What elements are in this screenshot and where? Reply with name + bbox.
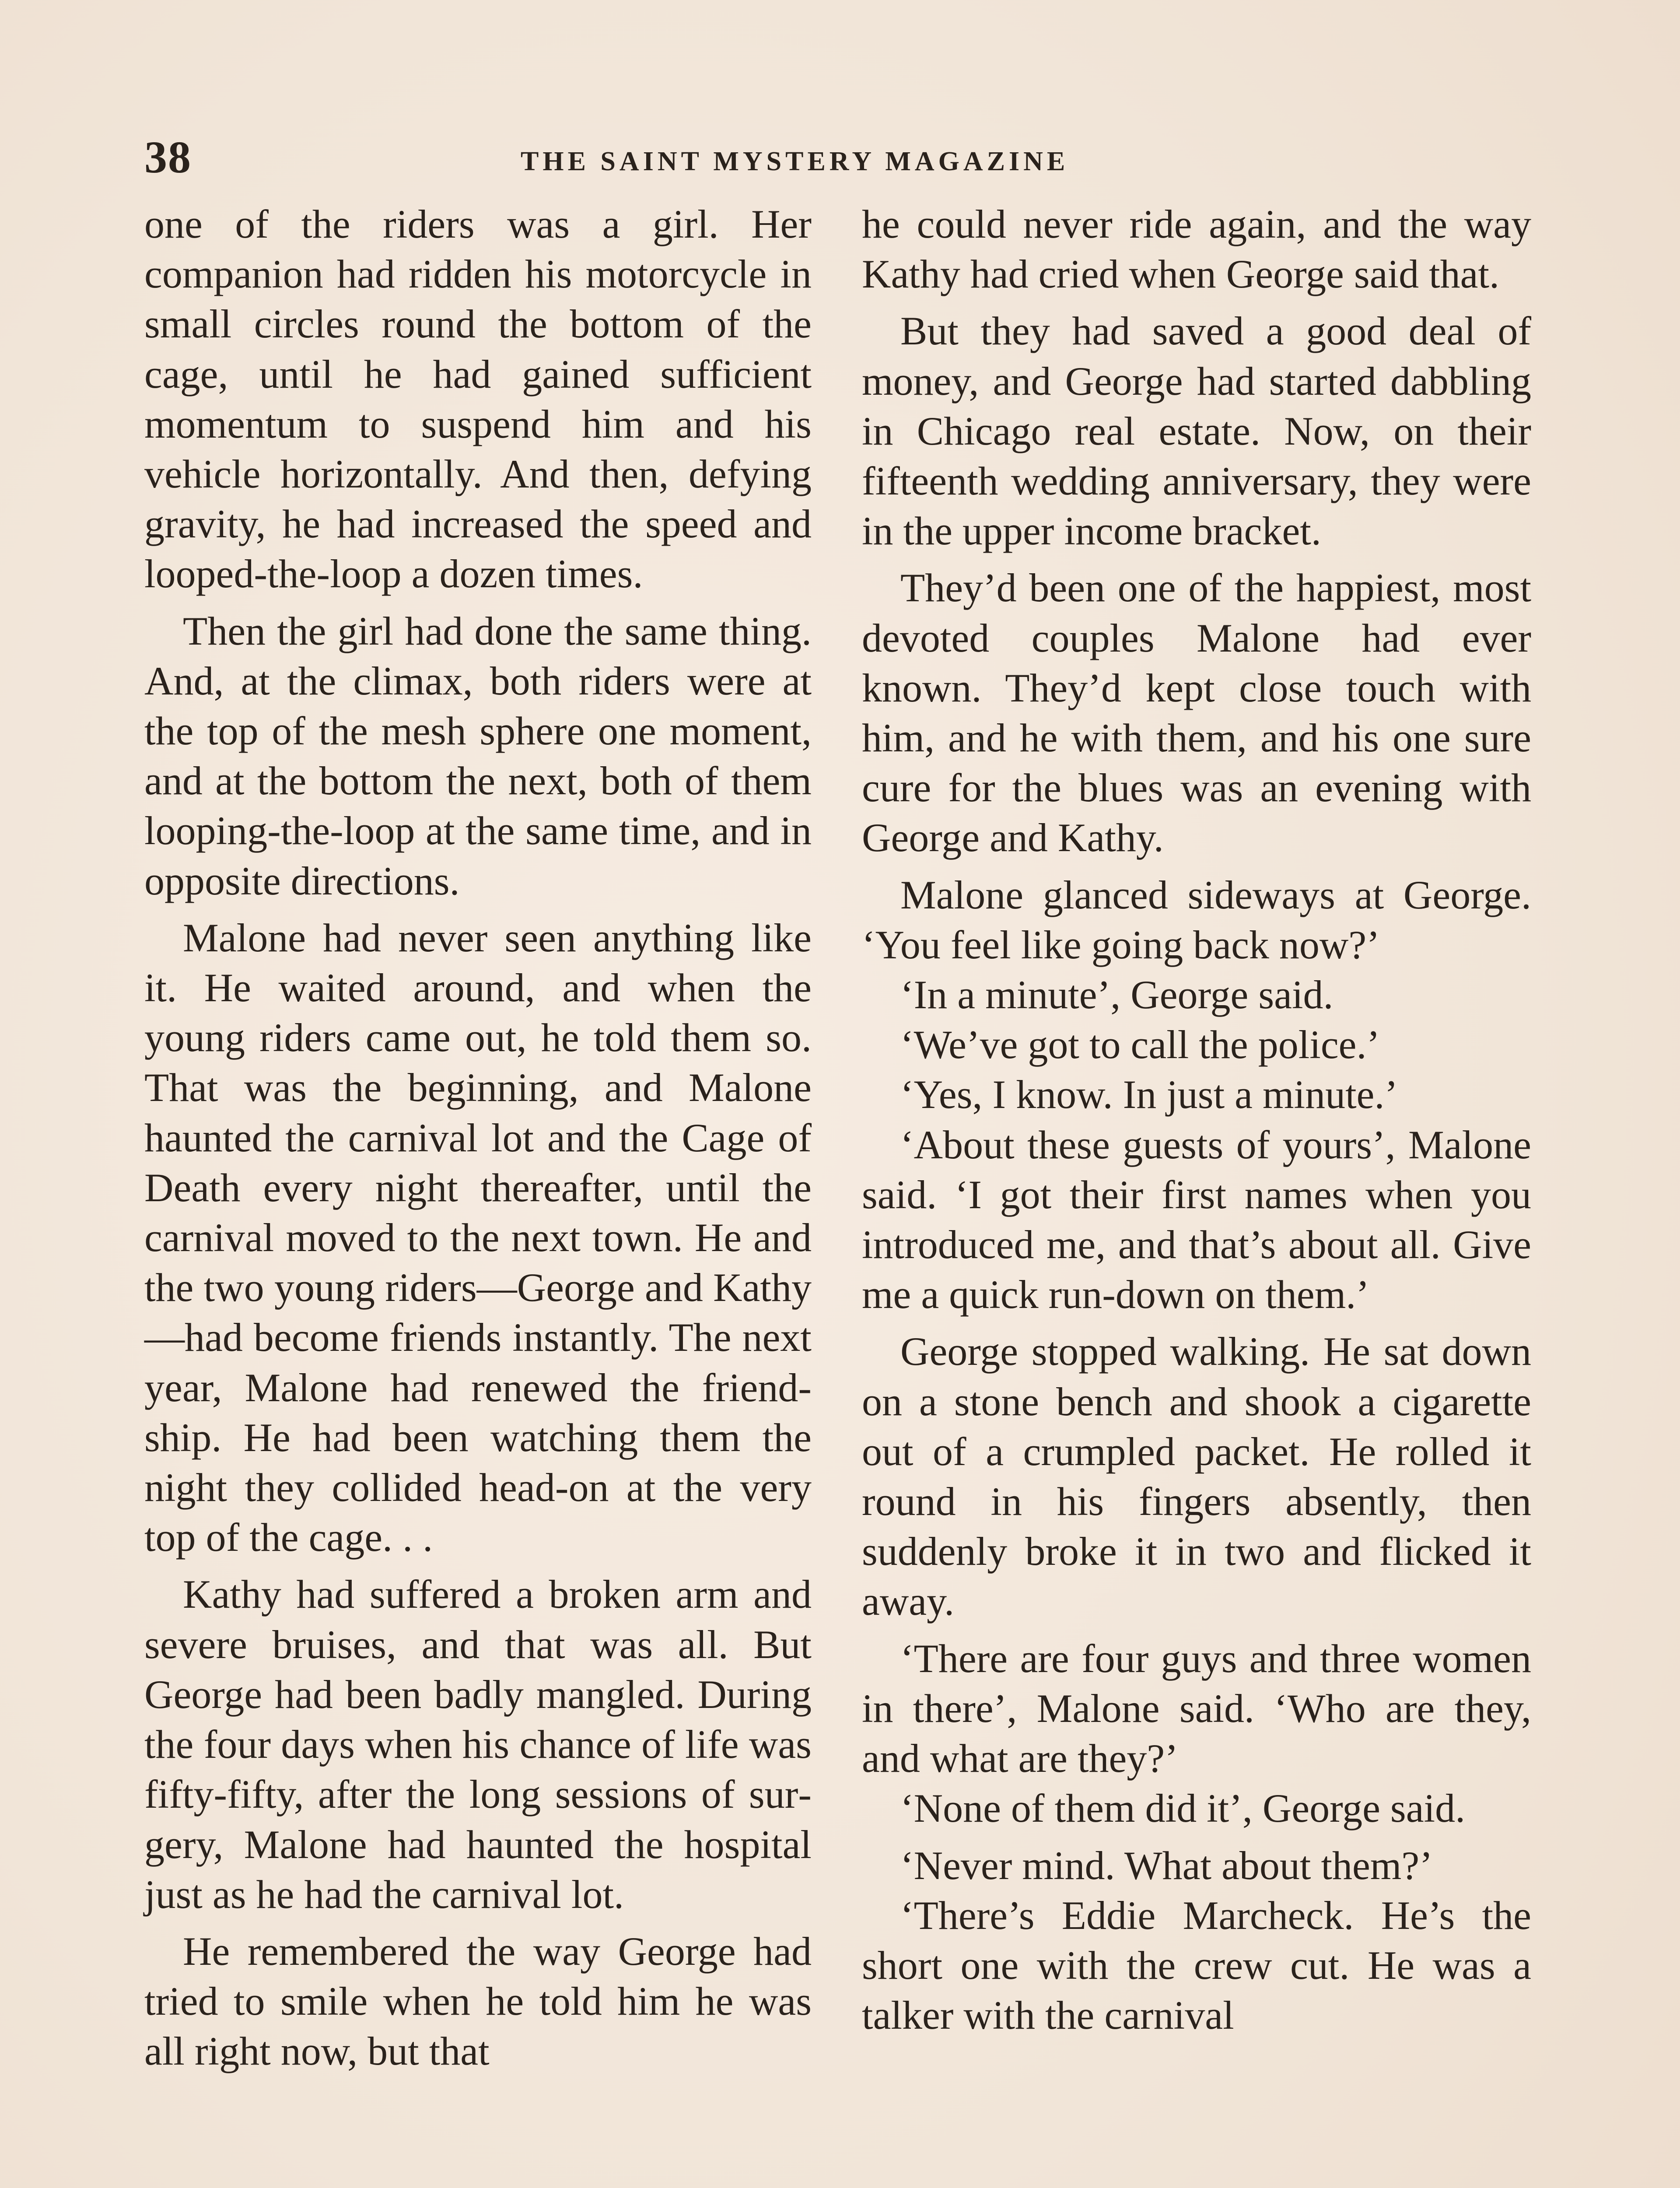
right-column <box>862 199 1531 2188</box>
page-number: 38 <box>144 132 192 182</box>
paragraph: George stopped walking. He sat down on a stone bench and shook a cigarette out of a crumpled packet. He rolled it round in his fingers absently, then suddenly broke it in two and flicked it away. <box>862 1329 1531 1624</box>
paragraph: ‘In a minute’, George said. <box>900 972 1334 1017</box>
paragraph: Kathy had suffered a broken arm and severe bruises, and that was all. But George had been badly mangled. During the four days when his chance of life was fifty-fifty, after the long sessions of surgery, Malone had haunted the hospital just as he had the carnival lot. <box>144 1572 812 1917</box>
paragraph: ‘We’ve got to call the police.’ <box>900 1022 1380 1067</box>
running-title: THE SAINT MYSTERY MAGAZINE <box>521 147 1069 176</box>
left-column <box>144 199 812 2188</box>
paragraph: ‘Never mind. What about them?’ <box>900 1843 1433 1888</box>
paragraph: Then the girl had done the same thing. And, at the climax, both riders were at the top of the mesh sphere one moment, and at the bottom the next, both of them looping-the-loop at the same time, and in opposite directions. <box>144 608 812 903</box>
paragraph: Malone glanced sideways at George. ‘You feel like going back now?’ <box>862 872 1531 967</box>
paragraph: ‘There’s Eddie Marcheck. He’s the short one with the crew cut. He was a talker with the carnival <box>862 1893 1531 2038</box>
page-header <box>144 131 1540 188</box>
paragraph: Malone had never seen anything like it. He waited around, and when the young riders came out, he told them so. That was the beginning, and Malone haunted the carnival lot and the Cage of Death every night thereafter, until the carnival moved to the next town. He and the two young riders—George and Kathy—had become friends instantly. The next year, Malone had renewed the friendship. He had been watching them the night they collided head-on at the very top of the cage. . . <box>144 915 812 1560</box>
paragraph: They’d been one of the happiest, most devoted couples Malone had ever known. They’d kept close touch with him, and he with them, and his one sure cure for the blues was an evening with George and Kathy. <box>862 565 1531 860</box>
paragraph: ‘About these guests of yours’, Malone said. ‘I got their first names when you introduced me, and that’s about all. Give me a quick run-down on them.’ <box>862 1122 1531 1317</box>
paragraph: ‘There are four guys and three women in there’, Malone said. ‘Who are they, and what are they?’ <box>862 1636 1531 1781</box>
paragraph: But they had saved a good deal of money, and George had started dabbling in Chicago real estate. Now, on their fifteenth wedding anniversary, they were in the upper income bracket. <box>862 309 1531 554</box>
paragraph: ‘None of them did it’, George said. <box>900 1786 1466 1831</box>
paragraph: one of the riders was a girl. Her companion had ridden his motorcycle in small circles round the bottom of the cage, until he had gained sufficient momentum to suspend him and his vehicle horizontally. And then, defying gravity, he had increased the speed and looped-the-loop a dozen times. <box>144 202 812 596</box>
paragraph: he could never ride again, and the way Kathy had cried when George said that. <box>862 202 1531 297</box>
paragraph: ‘Yes, I know. In just a minute.’ <box>900 1072 1398 1117</box>
paragraph: He remembered the way George had tried to smile when he told him he was all right now, but that <box>144 1929 812 2074</box>
